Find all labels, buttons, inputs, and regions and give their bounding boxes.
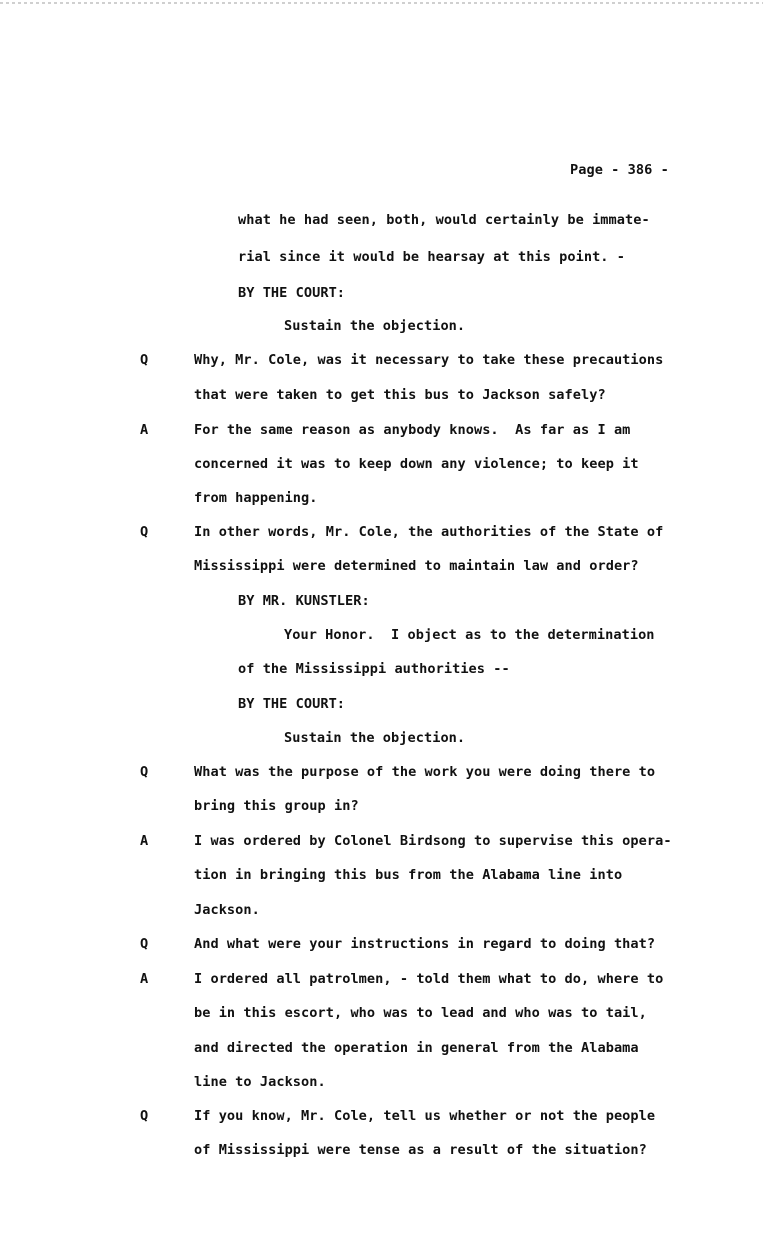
- question-line: of Mississippi were tense as a result of the situation?: [194, 1142, 647, 1158]
- question-line: Why, Mr. Cole, was it necessary to take these precautions: [194, 352, 664, 368]
- scan-edge-line: [0, 2, 763, 4]
- court-ruling: Sustain the objection.: [284, 730, 466, 746]
- answer-line: from happening.: [194, 490, 318, 506]
- question-marker: Q: [140, 524, 149, 540]
- answer-line: line to Jackson.: [194, 1074, 326, 1090]
- question-line: In other words, Mr. Cole, the authorities of the State of: [194, 524, 664, 540]
- answer-marker: A: [140, 971, 149, 987]
- answer-line: and directed the operation in general from the Alabama: [194, 1040, 639, 1056]
- answer-line: concerned it was to keep down any violence; to keep it: [194, 456, 639, 472]
- question-line: that were taken to get this bus to Jackson safely?: [194, 387, 606, 403]
- speaker-court: BY THE COURT:: [238, 696, 346, 712]
- question-marker: Q: [140, 352, 149, 368]
- answer-line: Jackson.: [194, 902, 260, 918]
- answer-line: For the same reason as anybody knows. As far as I am: [194, 422, 631, 438]
- objection-line: of the Mississippi authorities --: [238, 661, 510, 677]
- question-marker: Q: [140, 1108, 149, 1124]
- question-marker: Q: [140, 764, 149, 780]
- continuation-line: rial since it would be hearsay at this point. -: [238, 249, 626, 265]
- question-line: bring this group in?: [194, 798, 359, 814]
- question-line: What was the purpose of the work you were doing there to: [194, 764, 656, 780]
- question-line: Mississippi were determined to maintain law and order?: [194, 558, 639, 574]
- continuation-line: what he had seen, both, would certainly be immate-: [238, 212, 650, 228]
- objection-line: Your Honor. I object as to the determination: [284, 627, 655, 643]
- question-line: And what were your instructions in regard to doing that?: [194, 936, 656, 952]
- answer-line: I ordered all patrolmen, - told them what to do, where to: [194, 971, 664, 987]
- answer-marker: A: [140, 833, 149, 849]
- question-line: If you know, Mr. Cole, tell us whether or not the people: [194, 1108, 656, 1124]
- speaker-kunstler: BY MR. KUNSTLER:: [238, 593, 370, 609]
- court-ruling: Sustain the objection.: [284, 318, 466, 334]
- answer-line: be in this escort, who was to lead and who was to tail,: [194, 1005, 647, 1021]
- speaker-court: BY THE COURT:: [238, 285, 346, 301]
- answer-marker: A: [140, 422, 149, 438]
- answer-line: I was ordered by Colonel Birdsong to supervise this opera-: [194, 833, 672, 849]
- page-number: Page - 386 -: [570, 162, 669, 178]
- answer-line: tion in bringing this bus from the Alabama line into: [194, 867, 623, 883]
- question-marker: Q: [140, 936, 149, 952]
